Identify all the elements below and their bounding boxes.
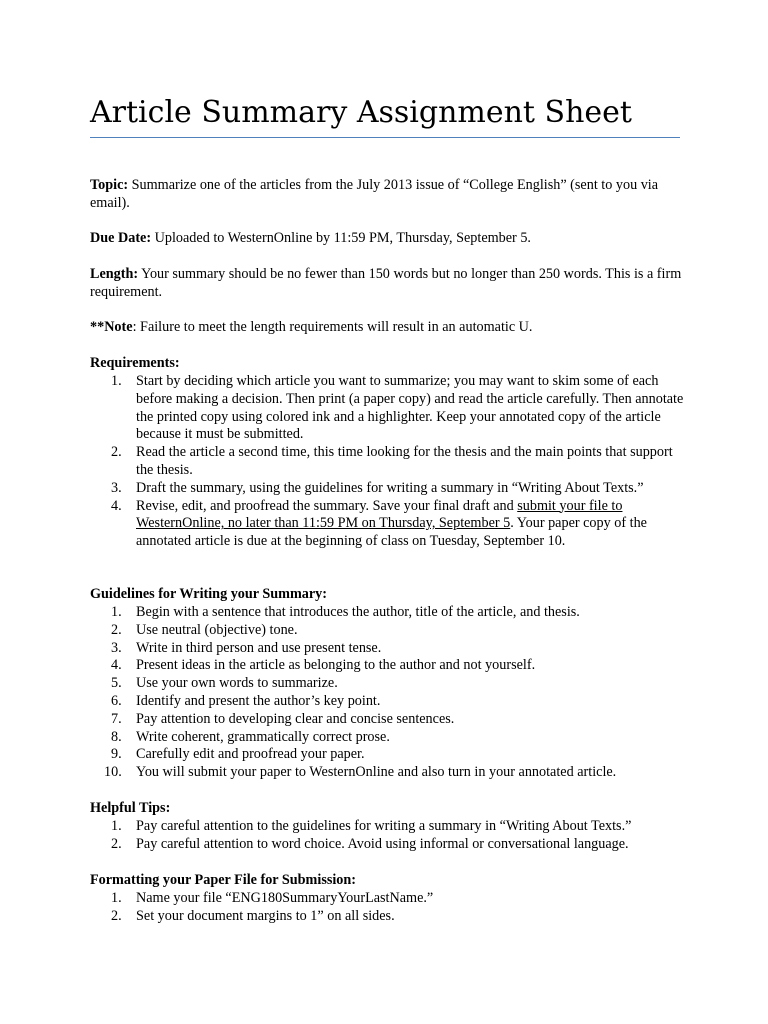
list-number: 3. <box>111 479 122 496</box>
length-label: Length: <box>90 266 139 282</box>
list-number: 10. <box>104 764 122 781</box>
requirements-item <box>90 480 690 498</box>
list-item-text: Pay careful attention to word choice. Avoid using informal or conversational language. <box>136 835 629 852</box>
guidelines-item <box>90 746 690 764</box>
list-number: 5. <box>111 675 122 692</box>
title-underline-rule <box>90 137 680 138</box>
guidelines-item <box>90 657 690 675</box>
submission-deadline-underlined: submit your file to WesternOnline, no later than 11:59 PM on Thursday, September 5 <box>136 497 623 532</box>
list-number: 2. <box>111 621 122 638</box>
list-item-text: Set your document margins to 1” on all sides. <box>136 907 395 924</box>
list-number: 9. <box>111 746 122 763</box>
due-date-label: Due Date: <box>90 230 152 246</box>
list-number: 3. <box>111 639 122 656</box>
tips-heading: Helpful Tips: <box>90 800 171 816</box>
list-item-text: Present ideas in the article as belonging to the author and not yourself. <box>136 657 536 674</box>
list-item-text: Start by deciding which article you want to summarize; you may want to skim some of each before making a decision. Then print (a paper copy) and read the article carefully. Then annotate the printed copy using colored ink and a highlighter. Keep your annotated copy of the article because it must be submitted. <box>136 373 684 443</box>
list-number: 2. <box>111 835 122 852</box>
list-number: 2. <box>111 907 122 924</box>
note-paragraph <box>90 319 690 337</box>
requirements-item <box>90 444 690 480</box>
list-number: 8. <box>111 728 122 745</box>
note-label: **Note <box>90 319 133 335</box>
tips-item <box>90 818 690 836</box>
requirements-heading: Requirements: <box>90 355 180 371</box>
list-item-text-continued: . Your paper copy of the annotated article is due at the beginning of class on Tuesday, September 10. <box>136 515 647 550</box>
list-number: 1. <box>111 604 122 620</box>
guidelines-item <box>90 729 690 747</box>
length-text: Your summary should be no fewer than 150 words but no longer than 250 words. This is a firm requirement. <box>90 266 682 300</box>
page-title: Article Summary Assignment Sheet <box>90 95 632 130</box>
list-number: 6. <box>111 692 122 709</box>
due-date-paragraph <box>90 230 690 248</box>
note-text: : Failure to meet the length requirements will result in an automatic U. <box>132 319 533 335</box>
list-item-text: You will submit your paper to WesternOnline and also turn in your annotated article. <box>136 764 617 781</box>
guidelines-heading: Guidelines for Writing your Summary: <box>90 586 328 602</box>
list-number: 4. <box>111 657 122 674</box>
list-item-text: Name your file “ENG180SummaryYourLastName.” <box>136 890 434 906</box>
list-item-text: Pay careful attention to the guidelines for writing a summary in “Writing About Texts.” <box>136 818 632 834</box>
guidelines-item <box>90 675 690 693</box>
formatting-item <box>90 908 690 926</box>
requirements-list <box>90 373 690 551</box>
topic-label: Topic: <box>90 177 129 193</box>
guidelines-item <box>90 640 690 658</box>
tips-item <box>90 836 690 854</box>
requirements-item <box>90 498 690 551</box>
list-item-text: Write coherent, grammatically correct prose. <box>136 728 390 745</box>
guidelines-item <box>90 622 690 640</box>
list-item-text: Identify and present the author’s key point. <box>136 692 381 709</box>
guidelines-item <box>90 711 690 729</box>
list-number: 1. <box>111 373 122 389</box>
guidelines-item <box>90 693 690 711</box>
list-item-text: Draft the summary, using the guidelines for writing a summary in “Writing About Texts.” <box>136 479 644 496</box>
list-number: 1. <box>111 818 122 834</box>
list-number: 7. <box>111 710 122 727</box>
list-number: 4. <box>111 497 122 514</box>
list-item-text: Begin with a sentence that introduces the author, title of the article, and thesis. <box>136 604 580 620</box>
due-date-text: Uploaded to WesternOnline by 11:59 PM, Thursday, September 5. <box>151 230 531 246</box>
list-item-text: Use neutral (objective) tone. <box>136 621 298 638</box>
list-item-text: Write in third person and use present tense. <box>136 639 382 656</box>
list-number: 2. <box>111 444 122 461</box>
list-number: 1. <box>111 890 122 906</box>
guidelines-list <box>90 604 690 782</box>
topic-text: Summarize one of the articles from the July 2013 issue of “College English” (sent to you via email). <box>90 177 659 211</box>
topic-paragraph <box>90 177 690 213</box>
list-item-text: Revise, edit, and proofread the summary. Save your final draft and <box>136 497 518 514</box>
guidelines-item <box>90 604 690 622</box>
list-item-text: Read the article a second time, this time looking for the thesis and the main points that support the thesis. <box>136 444 673 478</box>
guidelines-item <box>90 764 690 782</box>
list-item-text: Pay attention to developing clear and concise sentences. <box>136 710 455 727</box>
formatting-heading: Formatting your Paper File for Submission: <box>90 872 357 888</box>
formatting-item <box>90 890 690 908</box>
list-item-text: Use your own words to summarize. <box>136 675 338 692</box>
tips-list <box>90 818 690 854</box>
length-paragraph <box>90 266 690 302</box>
list-item-text: Carefully edit and proofread your paper. <box>136 746 365 763</box>
requirements-item <box>90 373 690 444</box>
formatting-list <box>90 890 690 926</box>
